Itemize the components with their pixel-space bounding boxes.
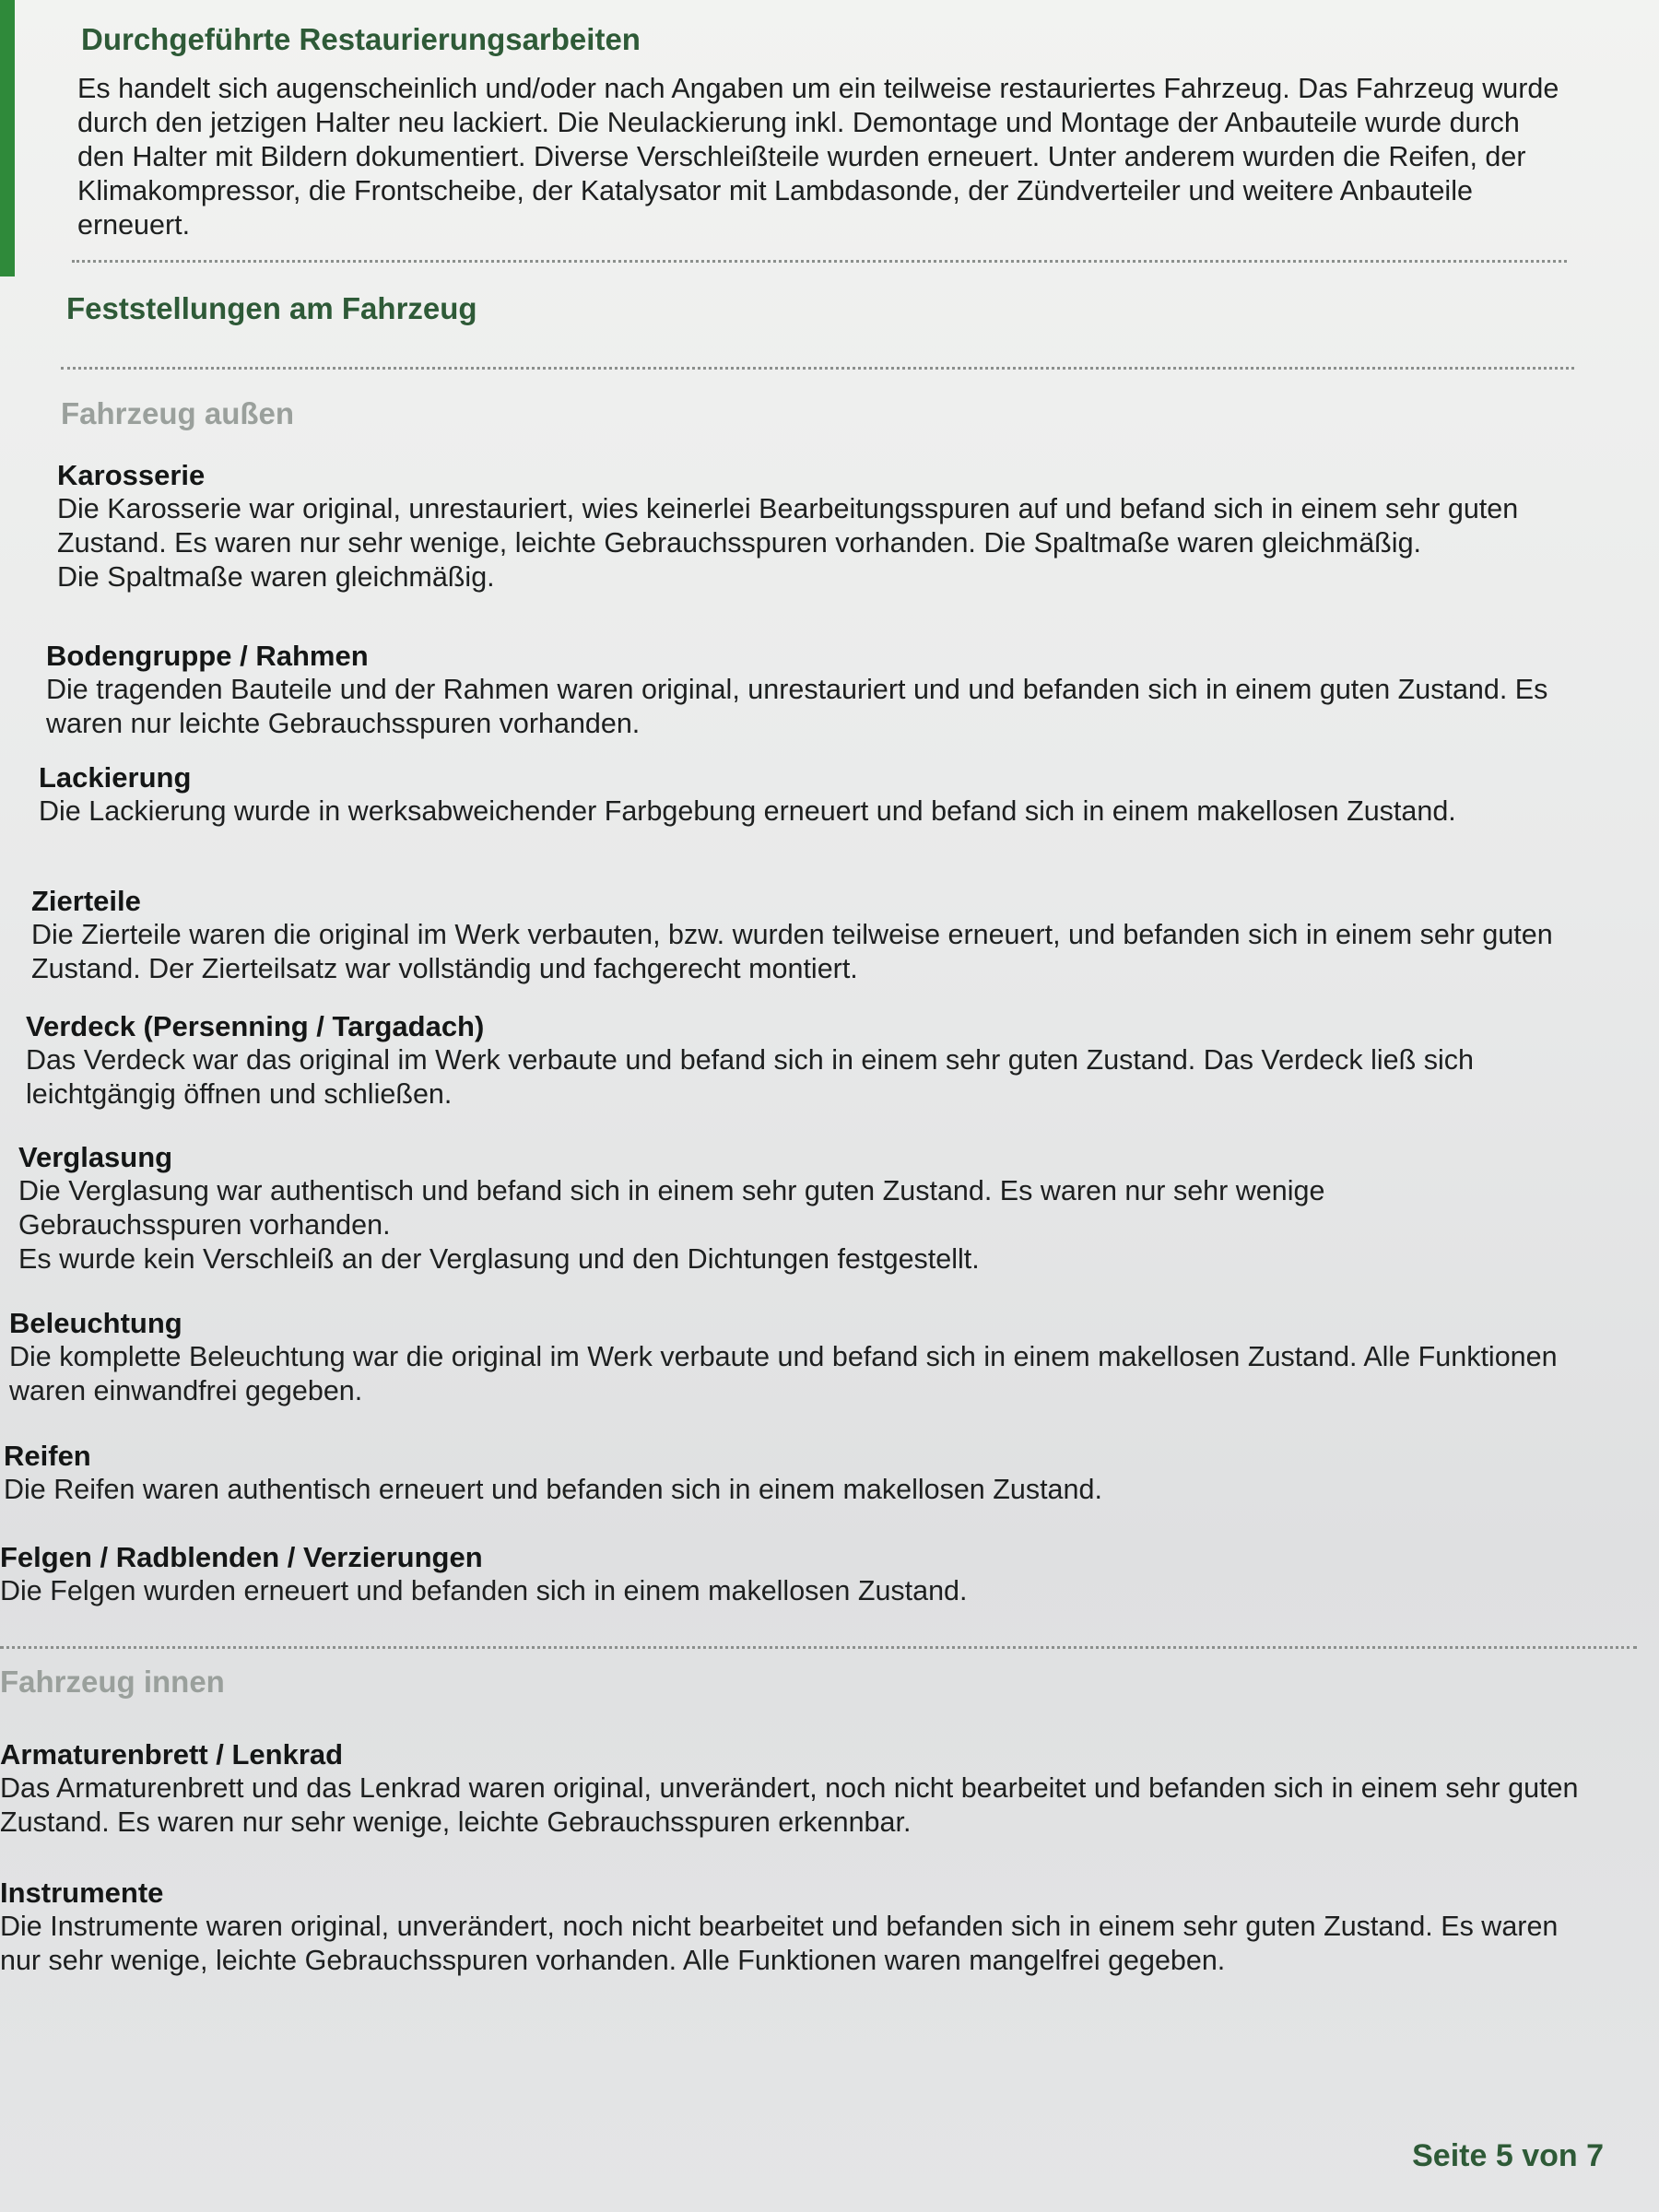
divider-1 — [72, 260, 1567, 263]
item-text: Die Felgen wurden erneuert und befanden sich in einem makellosen Zustand. — [0, 1575, 968, 1606]
item-text: Die Reifen waren authentisch erneuert und befanden sich in einem makellosen Zustand. — [4, 1474, 1102, 1505]
item-heading: Karosserie — [57, 459, 206, 491]
item-zierteile — [31, 885, 1598, 986]
item-karosserie — [57, 459, 1569, 594]
item-body — [0, 1771, 1641, 1840]
item-text: Die tragenden Bauteile und der Rahmen waren original, unrestauriert und und befanden sich in einem guten Zustand. Es waren nur leichte Gebrauchsspuren vorhanden. — [46, 674, 1548, 739]
item-text: Die Spaltmaße waren gleichmäßig. — [57, 561, 495, 593]
item-body — [26, 1043, 1611, 1112]
item-body — [57, 492, 1569, 594]
item-body — [46, 673, 1567, 741]
item-text: Die Karosserie war original, unrestauriert, wies keinerlei Bearbeitungsspuren auf und befand sich in einem sehr guten Zustand. Es waren nur sehr wenige, leichte Gebrauchsspuren vorhanden. Die Spaltmaße waren gleichmäßig. — [57, 493, 1519, 559]
item-text: Es wurde kein Verschleiß an der Verglasung und den Dichtungen festgestellt. — [18, 1243, 980, 1275]
item-text: Die komplette Beleuchtung war die original im Werk verbaute und befand sich in einem makellosen Zustand. Alle Funktionen waren einwandfrei gegeben. — [9, 1341, 1558, 1406]
item-body — [18, 1174, 1548, 1277]
item-verdeck — [26, 1010, 1611, 1112]
item-heading: Zierteile — [31, 885, 141, 917]
interior-title: Fahrzeug innen — [0, 1665, 225, 1699]
item-body — [0, 1910, 1585, 1978]
findings-title: Feststellungen am Fahrzeug — [66, 291, 477, 325]
item-heading: Instrumente — [0, 1877, 164, 1909]
item-text: Das Verdeck war das original im Werk verbaute und befand sich in einem sehr guten Zustand. Das Verdeck ließ sich leichtgängig öffnen und schließen. — [26, 1044, 1474, 1110]
item-body — [39, 794, 1532, 829]
item-beleuchtung — [9, 1307, 1641, 1408]
restoration-text: Es handelt sich augenscheinlich und/oder nach Angaben um ein teilweise restauriertes Fahrzeug. Das Fahrzeug wurde durch den jetzigen Halter neu lackiert. Die Neulackierung inkl. Demontage und Montage der Anbauteile wurde durch den Halter mit Bildern dokumentiert. Diverse Verschleißteile wurden erneuert. Unter anderem wurden die Reifen, der Klimakompressor, die Frontscheibe, der Katalysator mit Lambdasonde, der Zündverteiler und weitere Anbauteile erneuert. — [77, 73, 1559, 241]
restoration-title: Durchgeführte Restaurierungsarbeiten — [81, 22, 641, 56]
item-heading: Reifen — [4, 1440, 91, 1472]
item-text: Die Lackierung wurde in werksabweichender Farbgebung erneuert und befand sich in einem makellosen Zustand. — [39, 795, 1456, 827]
item-body — [0, 1574, 1641, 1608]
item-lackierung — [39, 761, 1532, 829]
item-body — [31, 918, 1598, 986]
item-heading: Beleuchtung — [9, 1307, 182, 1339]
item-felgen — [0, 1541, 1641, 1608]
item-body — [4, 1473, 1635, 1507]
item-bodengruppe-rahmen — [46, 640, 1567, 741]
divider-3 — [0, 1646, 1637, 1649]
item-text: Die Instrumente waren original, unverändert, noch nicht bearbeitet und befanden sich in einem sehr guten Zustand. Es waren nur sehr wenige, leichte Gebrauchsspuren vorhanden. Alle Funktionen waren mangelfrei gegeben. — [0, 1911, 1559, 1976]
item-heading: Bodengruppe / Rahmen — [46, 640, 369, 672]
item-heading: Lackierung — [39, 761, 192, 794]
page-number: Seite 5 von 7 — [1412, 2138, 1604, 2173]
item-heading: Felgen / Radblenden / Verzierungen — [0, 1541, 483, 1573]
item-armaturenbrett-lenkrad — [0, 1738, 1641, 1840]
item-instrumente — [0, 1877, 1585, 1978]
exterior-title: Fahrzeug außen — [61, 396, 295, 430]
item-heading: Verglasung — [18, 1141, 173, 1173]
item-reifen — [4, 1440, 1635, 1507]
item-heading: Verdeck (Persenning / Targadach) — [26, 1010, 485, 1042]
divider-2 — [61, 367, 1574, 370]
item-text: Die Zierteile waren die original im Werk verbauten, bzw. wurden teilweise erneuert, und befanden sich in einem sehr guten Zustand. Der Zierteilsatz war vollständig und fachgerecht montiert. — [31, 919, 1553, 984]
item-body — [9, 1340, 1641, 1408]
item-verglasung — [18, 1141, 1548, 1277]
item-heading: Armaturenbrett / Lenkrad — [0, 1738, 344, 1771]
item-text: Das Armaturenbrett und das Lenkrad waren original, unverändert, noch nicht bearbeitet und befanden sich in einem sehr guten Zustand. Es waren nur sehr wenige, leichte Gebrauchsspuren erkennbar. — [0, 1772, 1579, 1838]
item-text: Die Verglasung war authentisch und befand sich in einem sehr guten Zustand. Es waren nur sehr wenige Gebrauchsspuren vorhanden. — [18, 1175, 1325, 1241]
